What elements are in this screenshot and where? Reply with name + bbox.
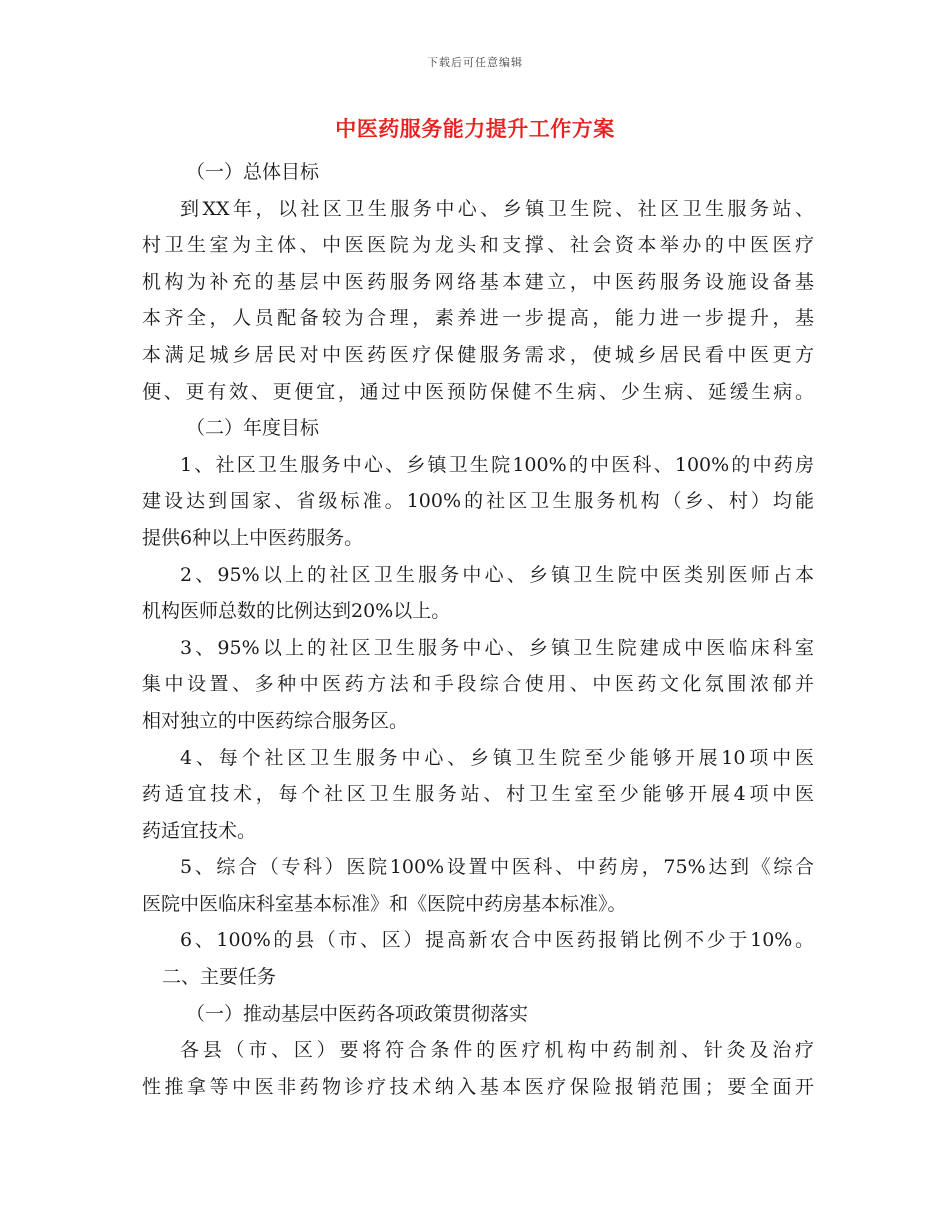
body-line: 集中设置、多种中医药方法和手段综合使用、中医药文化氛围浓郁并 [142, 673, 814, 696]
body-line: （二）年度目标 [186, 417, 320, 440]
body-line: （一）总体目标 [186, 161, 320, 183]
body-line: 机构医师总数的比例达到20%以上。 [142, 600, 451, 623]
body-line: 便、更有效、更便宜，通过中医预防保健不生病、少生病、延缓生病。 [142, 380, 814, 403]
document-body [142, 154, 814, 1105]
body-line: 3、95%以上的社区卫生服务中心、乡镇卫生院建成中医临床科室 [180, 636, 814, 659]
body-line: 建设达到国家、省级标准。100%的社区卫生服务机构（乡、村）均能 [142, 490, 814, 513]
body-line: 药适宜技术。 [142, 819, 257, 842]
body-line: 1、社区卫生服务中心、乡镇卫生院100%的中医科、100%的中药房 [180, 453, 814, 476]
header-note: 下载后可任意编辑 [427, 56, 523, 69]
body-line: 村卫生室为主体、中医医院为龙头和支撑、社会资本举办的中医医疗 [142, 234, 814, 257]
body-line: 相对独立的中医药综合服务区。 [142, 709, 409, 732]
body-line: 6、100%的县（市、区）提高新农合中医药报销比例不少于10%。 [180, 929, 814, 952]
body-line: 5、综合（专科）医院100%设置中医科、中药房，75%达到《综合 [180, 856, 814, 879]
body-line: 本齐全，人员配备较为合理，素养进一步提高，能力进一步提升，基 [142, 307, 814, 330]
body-line: （一）推动基层中医药各项政策贯彻落实 [186, 1002, 529, 1025]
body-line: 提供6种以上中医药服务。 [142, 526, 364, 549]
document-title: 中医药服务能力提升工作方案 [335, 116, 615, 141]
body-line: 4、每个社区卫生服务中心、乡镇卫生院至少能够开展10项中医 [180, 746, 814, 769]
body-line: 各县（市、区）要将符合条件的医疗机构中药制剂、针灸及治疗 [180, 1039, 814, 1062]
body-line: 本满足城乡居民对中医药医疗保健服务需求，使城乡居民看中医更方 [142, 343, 814, 366]
body-line: 机构为补充的基层中医药服务网络基本建立，中医药服务设施设备基 [142, 270, 814, 293]
body-line: 到XX年，以社区卫生服务中心、乡镇卫生院、社区卫生服务站、 [180, 197, 814, 220]
body-line: 药适宜技术，每个社区卫生服务站、村卫生室至少能够开展4项中医 [142, 783, 814, 806]
body-line: 性推拿等中医非药物诊疗技术纳入基本医疗保险报销范围；要全面开 [142, 1075, 814, 1098]
body-line: 二、主要任务 [162, 966, 277, 989]
body-line: 2、95%以上的社区卫生服务中心、乡镇卫生院中医类别医师占本 [180, 563, 814, 586]
body-line: 医院中医临床科室基本标准》和《医院中药房基本标准》。 [142, 892, 627, 915]
